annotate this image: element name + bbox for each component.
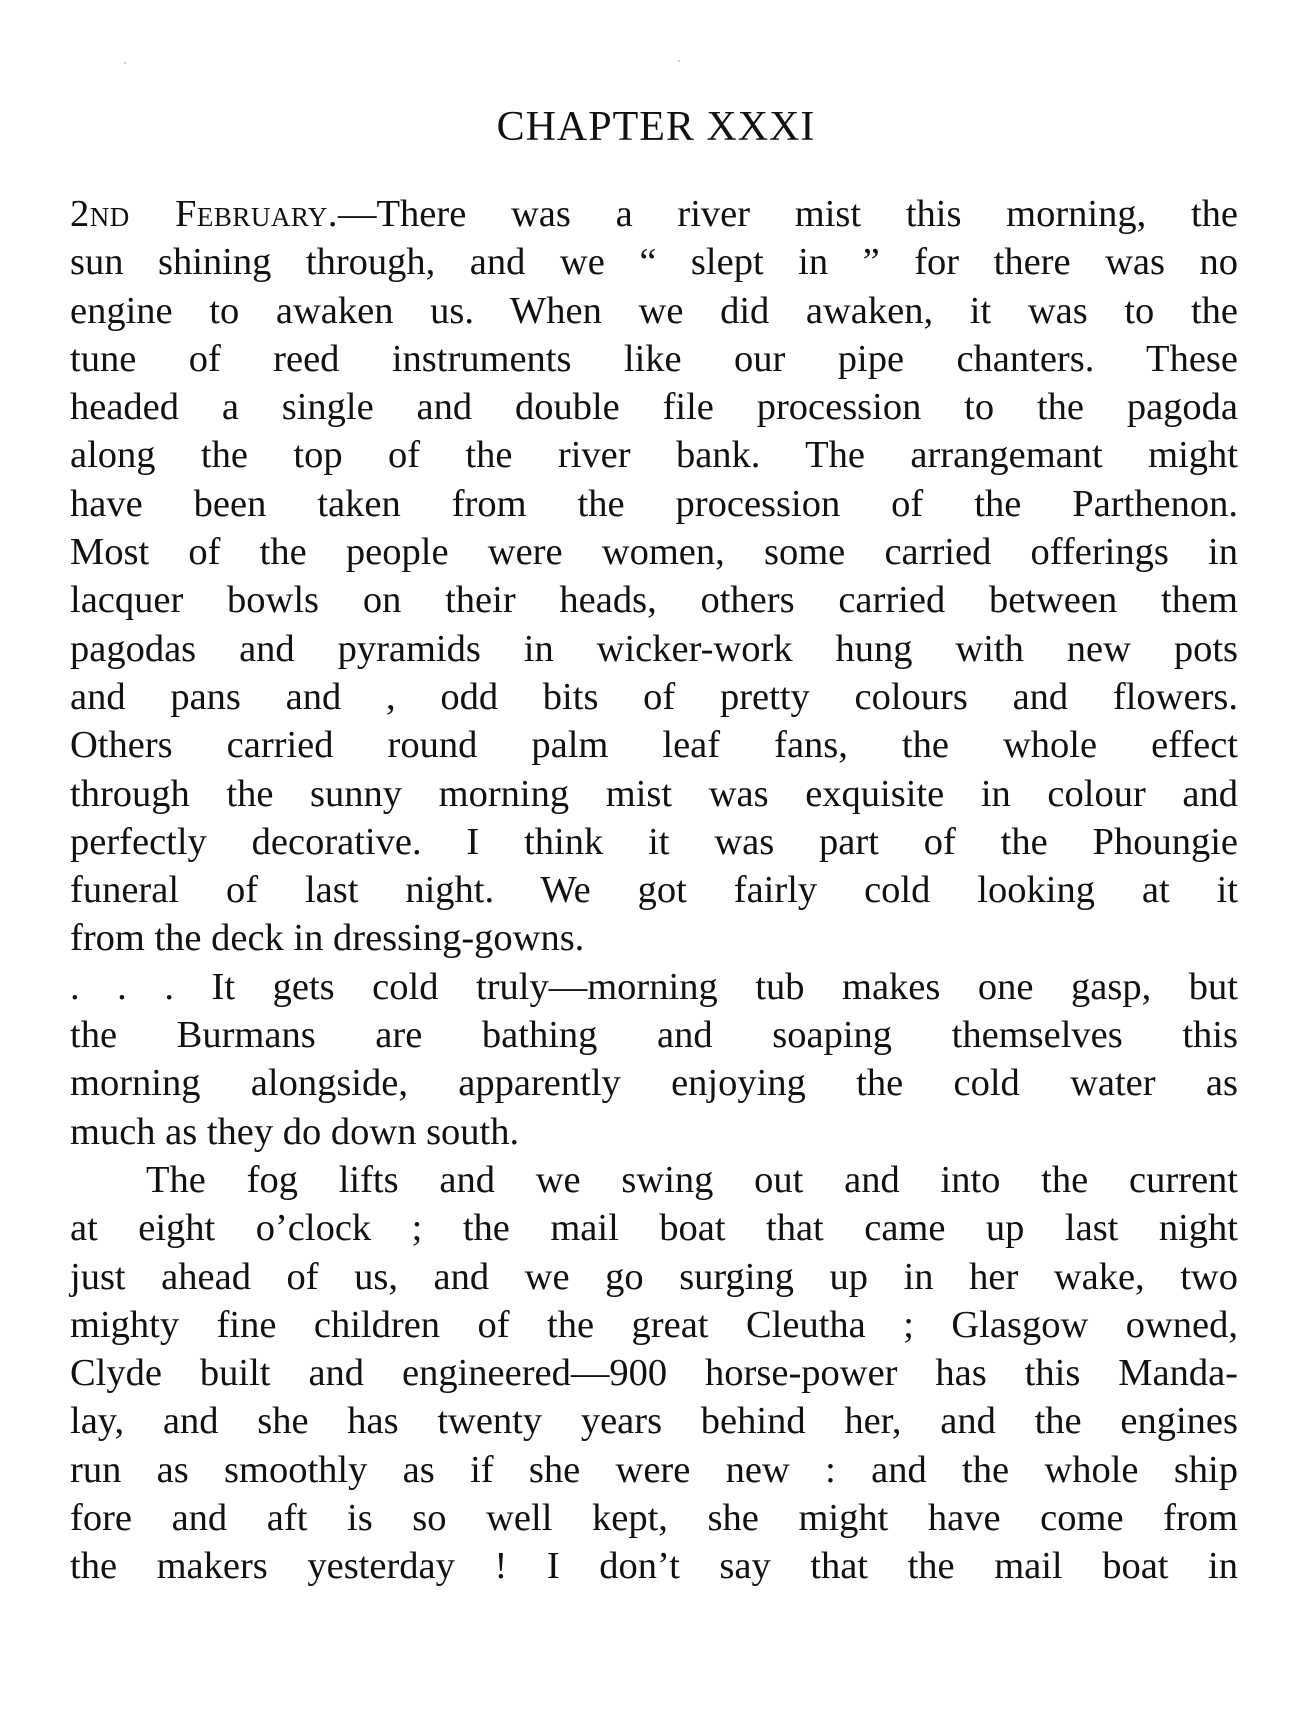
paper-speck xyxy=(124,62,126,64)
text-line: along the top of the river bank. The arrangemant might xyxy=(70,434,1238,477)
text-line: perfectly decorative. I think it was part of the Phoungie xyxy=(70,820,1238,863)
text-line: much as they do down south. xyxy=(70,1110,520,1153)
date-heading: 2nd February. xyxy=(70,193,339,235)
text-line: have been taken from the procession of the Parthenon. xyxy=(70,482,1238,525)
text-line: fore and aft is so well kept, she might have come from xyxy=(70,1497,1238,1540)
text-line: lacquer bowls on their heads, others carried between them xyxy=(70,579,1238,622)
text-line: funeral of last night. We got fairly cold looking at it xyxy=(70,869,1238,912)
text-line: The fog lifts and we swing out and into the current xyxy=(146,1158,1238,1201)
text-line: mighty fine children of the great Cleutha ; Glasgow owned, xyxy=(70,1303,1238,1346)
text-line: pagodas and pyramids in wicker-work hung with new pots xyxy=(70,627,1238,670)
text-line: through the sunny morning mist was exquisite in colour and xyxy=(70,772,1238,815)
text-line: lay, and she has twenty years behind her, and the engines xyxy=(70,1400,1238,1443)
paper-speck xyxy=(678,60,680,62)
paragraph-3 xyxy=(70,1156,1238,1591)
text-line: run as smoothly as if she were new : and the whole ship xyxy=(70,1448,1238,1491)
text-line: the Burmans are bathing and soaping themselves this xyxy=(70,1014,1238,1057)
line-text: —There was a river mist this morning, the xyxy=(338,193,1238,235)
body-text xyxy=(70,190,1238,1591)
chapter-heading: CHAPTER XXXI xyxy=(496,104,816,150)
text-line xyxy=(70,190,1238,238)
paragraph-2 xyxy=(70,963,1238,1156)
text-line: morning alongside, apparently enjoying the cold water as xyxy=(70,1062,1238,1105)
text-line: Others carried round palm leaf fans, the whole effect xyxy=(70,724,1238,767)
text-line: engine to awaken us. When we did awaken, it was to the xyxy=(70,289,1238,332)
paragraph-1 xyxy=(70,190,1238,963)
text-line: sun shining through, and we “ slept in ” for there was no xyxy=(70,241,1238,284)
text-line: just ahead of us, and we go surging up in her wake, two xyxy=(70,1255,1238,1298)
text-line: from the deck in dressing-gowns. xyxy=(70,917,585,960)
text-line: headed a single and double file procession to the pagoda xyxy=(70,386,1238,429)
text-line: . . . It gets cold truly—morning tub makes one gasp, but xyxy=(70,965,1238,1008)
text-line: the makers yesterday ! I don’t say that the mail boat in xyxy=(70,1545,1238,1588)
text-line: and pans and , odd bits of pretty colours and flowers. xyxy=(70,675,1238,718)
text-line: tune of reed instruments like our pipe chanters. These xyxy=(70,337,1238,380)
text-line: Clyde built and engineered—900 horse-power has this Manda- xyxy=(70,1352,1238,1395)
text-line: at eight o’clock ; the mail boat that came up last night xyxy=(70,1207,1238,1250)
text-line: Most of the people were women, some carried offerings in xyxy=(70,531,1238,574)
